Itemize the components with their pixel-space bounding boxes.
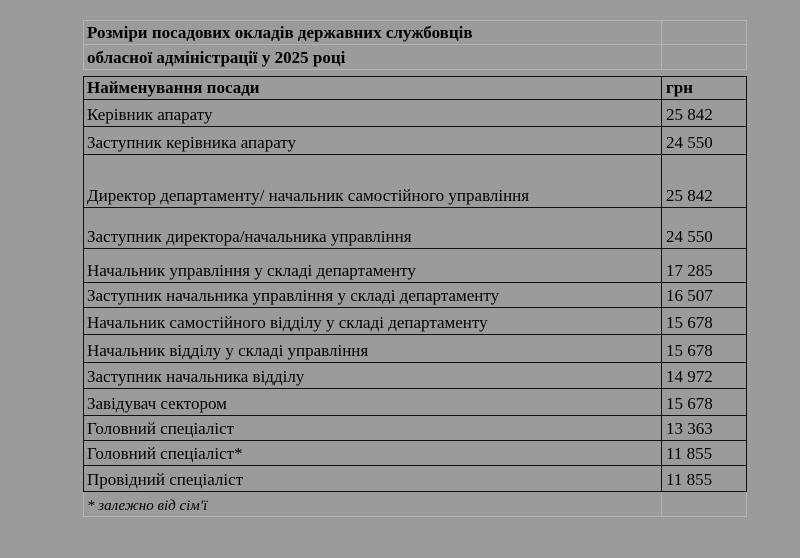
table-row <box>83 155 747 208</box>
salary-cell: 13 363 <box>662 416 747 441</box>
salary-cell: 15 678 <box>662 308 747 335</box>
position-cell: Головний спеціаліст* <box>83 441 662 466</box>
salary-cell: 11 855 <box>662 466 747 492</box>
title-line-2: обласної адміністрації у 2025 році <box>83 45 662 70</box>
footnote-text: * залежно від сім'ї <box>83 493 662 517</box>
position-cell: Начальник відділу у складі управління <box>83 335 662 363</box>
salary-cell: 24 550 <box>662 208 747 249</box>
table-row <box>83 127 747 155</box>
position-cell: Начальник самостійного відділу у складі департаменту <box>83 308 662 335</box>
header-salary: грн <box>662 76 747 100</box>
footnote-empty-cell <box>662 493 747 517</box>
table-row <box>83 249 747 283</box>
position-cell: Завідувач сектором <box>83 389 662 416</box>
salary-cell: 25 842 <box>662 155 747 208</box>
table-row <box>83 208 747 249</box>
footnote-row <box>83 493 747 517</box>
title-empty-cell <box>662 45 747 70</box>
table-row <box>83 283 747 308</box>
salary-cell: 14 972 <box>662 363 747 389</box>
table-row <box>83 363 747 389</box>
table-row <box>83 100 747 127</box>
title-empty-cell <box>662 20 747 45</box>
position-cell: Заступник керівника апарату <box>83 127 662 155</box>
salary-cell: 15 678 <box>662 335 747 363</box>
title-row-1 <box>83 20 747 45</box>
table-row <box>83 441 747 466</box>
table-row <box>83 335 747 363</box>
position-cell: Головний спеціаліст <box>83 416 662 441</box>
position-cell: Директор департаменту/ начальник самостійного управління <box>83 155 662 208</box>
position-cell: Заступник директора/начальника управління <box>83 208 662 249</box>
title-line-1: Розміри посадових окладів державних службовців <box>83 20 662 45</box>
position-cell: Провідний спеціаліст <box>83 466 662 492</box>
table-row <box>83 416 747 441</box>
position-cell: Заступник начальника відділу <box>83 363 662 389</box>
header-position: Найменування посади <box>83 76 662 100</box>
table-row <box>83 466 747 492</box>
salary-cell: 16 507 <box>662 283 747 308</box>
table-header-row <box>83 76 747 100</box>
salary-cell: 25 842 <box>662 100 747 127</box>
salary-cell: 24 550 <box>662 127 747 155</box>
position-cell: Керівник апарату <box>83 100 662 127</box>
salary-cell: 15 678 <box>662 389 747 416</box>
table-row <box>83 308 747 335</box>
salary-cell: 11 855 <box>662 441 747 466</box>
position-cell: Начальник управління у складі департаменту <box>83 249 662 283</box>
salary-cell: 17 285 <box>662 249 747 283</box>
table-row <box>83 389 747 416</box>
salary-table-sheet <box>83 20 747 518</box>
position-cell: Заступник начальника управління у складі департаменту <box>83 283 662 308</box>
title-row-2 <box>83 45 747 70</box>
